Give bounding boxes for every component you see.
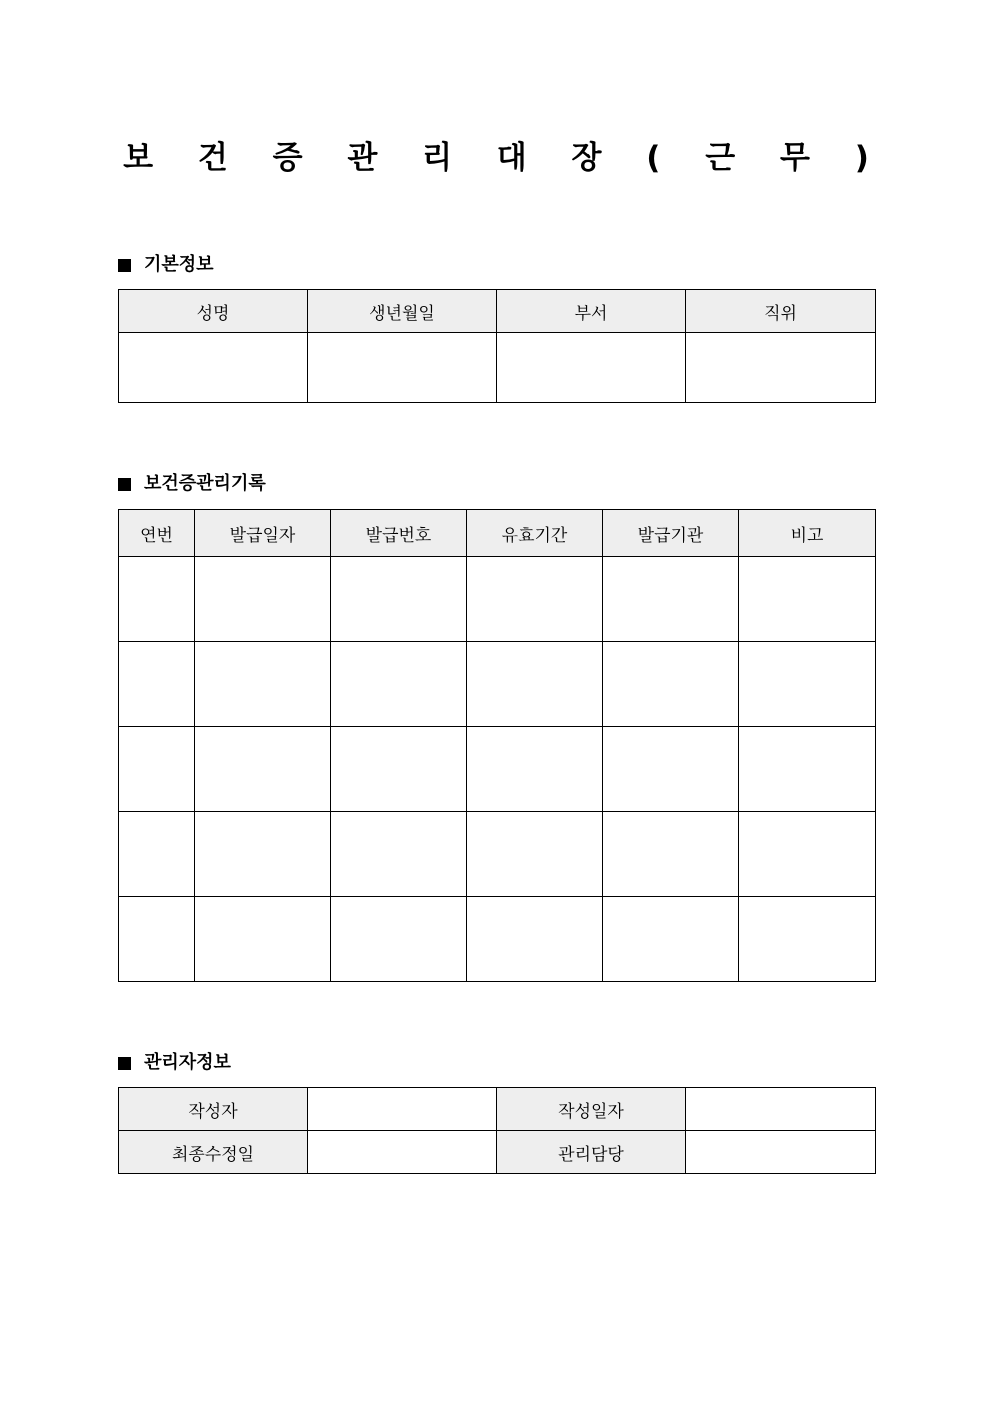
cell-manager-in-charge[interactable] <box>686 1131 876 1174</box>
cell-written-date[interactable] <box>686 1088 876 1131</box>
cell-position[interactable] <box>686 333 876 403</box>
basic-info-table <box>118 289 876 403</box>
cell-serial[interactable] <box>119 897 195 982</box>
cell-remarks[interactable] <box>739 812 876 897</box>
square-bullet-icon <box>118 259 131 272</box>
table-row <box>119 642 876 727</box>
cell-issuer[interactable] <box>603 642 739 727</box>
table-row <box>119 557 876 642</box>
header-issue-date: 발급일자 <box>195 510 331 557</box>
cell-remarks[interactable] <box>739 897 876 982</box>
label-last-modified: 최종수정일 <box>119 1131 308 1174</box>
cell-remarks[interactable] <box>739 727 876 812</box>
table-row <box>119 1088 876 1131</box>
cell-validity[interactable] <box>467 642 603 727</box>
label-manager-in-charge: 관리담당 <box>497 1131 686 1174</box>
section-heading-label: 관리자정보 <box>144 1052 231 1073</box>
cell-department[interactable] <box>497 333 686 403</box>
header-name: 성명 <box>119 290 308 333</box>
cell-issue-date[interactable] <box>195 557 331 642</box>
cell-author[interactable] <box>308 1088 497 1131</box>
label-written-date: 작성일자 <box>497 1088 686 1131</box>
cell-issuer[interactable] <box>603 812 739 897</box>
cell-name[interactable] <box>119 333 308 403</box>
header-serial: 연번 <box>119 510 195 557</box>
table-header-row <box>119 510 876 557</box>
cell-validity[interactable] <box>467 557 603 642</box>
table-row <box>119 897 876 982</box>
cell-issue-date[interactable] <box>195 642 331 727</box>
section-heading-manager-info <box>118 1051 231 1075</box>
header-remarks: 비고 <box>739 510 876 557</box>
header-birthdate: 생년월일 <box>308 290 497 333</box>
cell-birthdate[interactable] <box>308 333 497 403</box>
records-table <box>118 509 876 982</box>
header-validity: 유효기간 <box>467 510 603 557</box>
document-title: 보 건 증 관 리 대 장 ( 근 무 ) <box>123 140 886 176</box>
section-heading-label: 기본정보 <box>144 254 214 275</box>
table-row <box>119 1131 876 1174</box>
cell-issuer[interactable] <box>603 897 739 982</box>
cell-validity[interactable] <box>467 812 603 897</box>
cell-last-modified[interactable] <box>308 1131 497 1174</box>
cell-issue-number[interactable] <box>331 897 467 982</box>
table-row <box>119 812 876 897</box>
section-heading-basic-info <box>118 253 214 277</box>
cell-issue-date[interactable] <box>195 897 331 982</box>
cell-issue-number[interactable] <box>331 642 467 727</box>
cell-serial[interactable] <box>119 812 195 897</box>
cell-remarks[interactable] <box>739 642 876 727</box>
cell-issue-date[interactable] <box>195 727 331 812</box>
cell-issue-date[interactable] <box>195 812 331 897</box>
square-bullet-icon <box>118 478 131 491</box>
header-issue-number: 발급번호 <box>331 510 467 557</box>
square-bullet-icon <box>118 1057 131 1070</box>
cell-issuer[interactable] <box>603 557 739 642</box>
manager-info-table <box>118 1087 876 1174</box>
label-author: 작성자 <box>119 1088 308 1131</box>
header-issuer: 발급기관 <box>603 510 739 557</box>
cell-remarks[interactable] <box>739 557 876 642</box>
cell-serial[interactable] <box>119 642 195 727</box>
header-department: 부서 <box>497 290 686 333</box>
cell-issue-number[interactable] <box>331 812 467 897</box>
cell-serial[interactable] <box>119 727 195 812</box>
section-heading-label: 보건증관리기록 <box>144 473 266 494</box>
header-position: 직위 <box>686 290 876 333</box>
cell-serial[interactable] <box>119 557 195 642</box>
table-header-row <box>119 290 876 333</box>
cell-issue-number[interactable] <box>331 727 467 812</box>
table-row <box>119 727 876 812</box>
cell-issue-number[interactable] <box>331 557 467 642</box>
section-heading-records <box>118 472 266 496</box>
cell-issuer[interactable] <box>603 727 739 812</box>
table-row <box>119 333 876 403</box>
cell-validity[interactable] <box>467 897 603 982</box>
cell-validity[interactable] <box>467 727 603 812</box>
